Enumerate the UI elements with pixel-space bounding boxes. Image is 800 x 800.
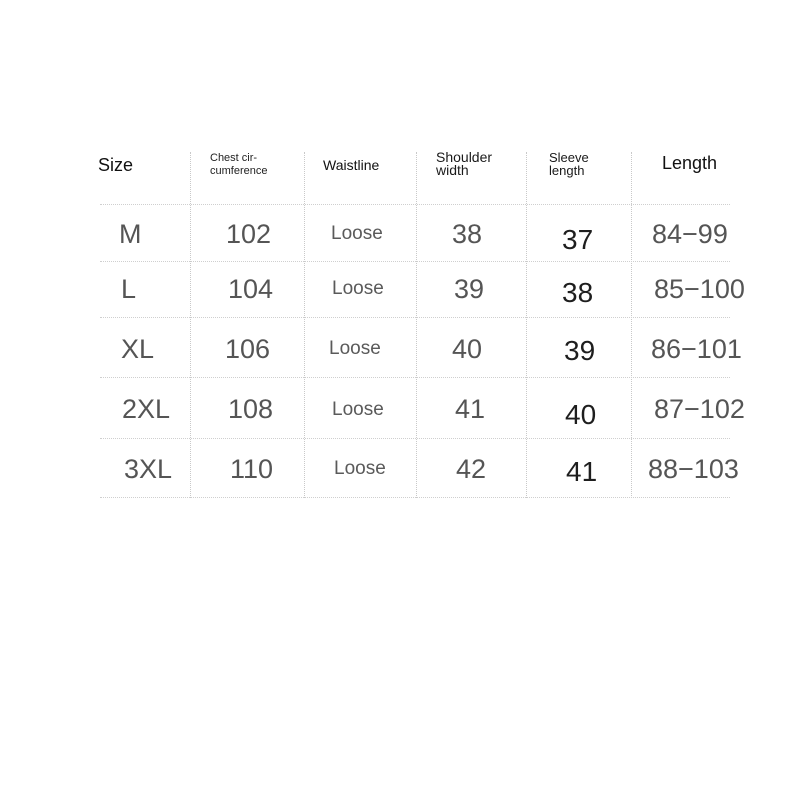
header-sleeve-line1: Sleeve	[549, 150, 589, 165]
shoulder-cell: 40	[452, 334, 483, 364]
length-cell: 86−101	[651, 334, 742, 364]
header-sleeve-line2: length	[549, 163, 585, 178]
sleeve-cell: 41	[566, 456, 598, 487]
row-divider	[100, 438, 730, 439]
header-shoulder-line2: width	[436, 162, 469, 178]
waist-cell: Loose	[334, 458, 386, 479]
length-cell: 85−100	[654, 274, 745, 304]
waist-cell: Loose	[329, 338, 381, 359]
waist-cell: Loose	[331, 223, 383, 244]
sleeve-cell: 40	[565, 399, 597, 430]
waist-cell: Loose	[332, 278, 384, 299]
shoulder-cell: 42	[456, 454, 487, 484]
header-waistline: Waistline	[323, 157, 380, 173]
header-size: Size	[98, 155, 134, 175]
size-cell: 3XL	[124, 454, 173, 484]
sleeve-cell: 37	[562, 224, 594, 255]
header-length: Length	[662, 153, 718, 173]
row-divider	[100, 377, 730, 378]
size-cell: M	[119, 219, 142, 249]
size-chart-table	[98, 148, 745, 498]
size-cell: 2XL	[122, 394, 171, 424]
row-divider	[100, 261, 730, 262]
row-divider	[100, 497, 730, 498]
chest-cell: 104	[228, 274, 274, 304]
sleeve-cell: 38	[562, 277, 594, 308]
chest-cell: 106	[225, 334, 271, 364]
length-cell: 88−103	[648, 454, 739, 484]
length-cell: 84−99	[652, 219, 728, 249]
header-shoulder-line1: Shoulder	[436, 149, 493, 165]
header-chest-circumference	[210, 152, 267, 178]
shoulder-cell: 38	[452, 219, 483, 249]
row-divider	[100, 204, 730, 205]
header-sleeve-length	[549, 151, 589, 177]
size-cell: XL	[121, 334, 155, 364]
chest-cell: 108	[228, 394, 274, 424]
header-chest-line2: cumference	[210, 165, 268, 177]
shoulder-cell: 39	[454, 274, 485, 304]
size-cell: L	[121, 274, 137, 304]
header-chest-line1: Chest cir-	[210, 152, 258, 164]
chest-cell: 102	[226, 219, 272, 249]
header-shoulder-width	[436, 151, 492, 177]
sleeve-cell: 39	[564, 335, 596, 366]
chest-cell: 110	[230, 454, 274, 484]
waist-cell: Loose	[332, 399, 384, 420]
row-divider	[100, 317, 730, 318]
shoulder-cell: 41	[455, 394, 486, 424]
length-cell: 87−102	[654, 394, 745, 424]
